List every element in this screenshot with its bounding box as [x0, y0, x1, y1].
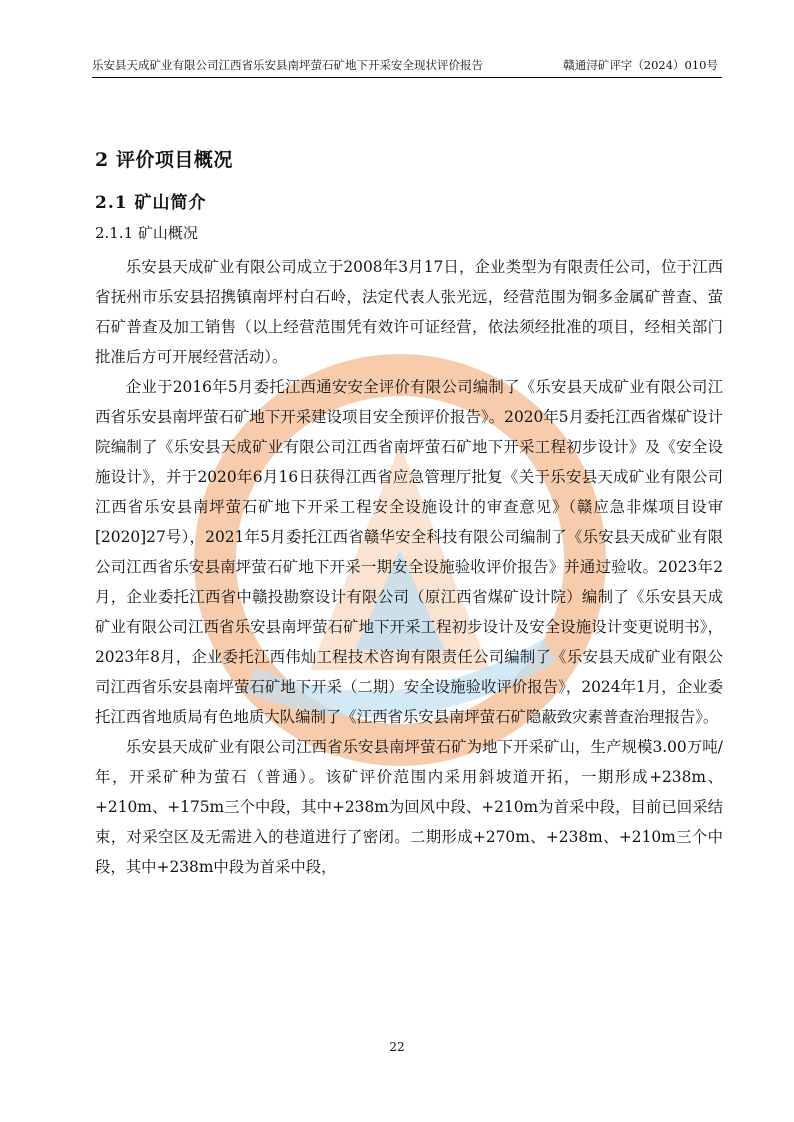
page-number: 22	[389, 1040, 405, 1054]
header-report-number: 赣通浔矿评字（2024）010号	[563, 58, 718, 72]
body-text	[95, 252, 723, 882]
paragraph-mining-overview: 乐安县天成矿业有限公司江西省乐安县南坪萤石矿为地下开采矿山，生产规模3.00万吨/年，开采矿种为萤石（普通）。该矿评价范围内采用斜坡道开拓，一期形成+238m、+210m、+175m三个中段，其中+238m为回风中段、+210m为首采中段，目前已回采结束，对采空区及无需进入的巷道进行了密闭。二期形成+270m、+238m、+210m三个中段，其中+238m中段为首采中段，	[95, 738, 723, 876]
paragraph-company-intro: 乐安县天成矿业有限公司成立于2008年3月17日，企业类型为有限责任公司，位于江西省抚州市乐安县招携镇南坪村白石岭，法定代表人张光远，经营范围为铜多金属矿普查、萤石矿普查及加工销售（以上经营范围凭有效许可证经营，依法须经批准的项目，经相关部门批准后方可开展经营活动）。	[95, 258, 723, 366]
subsection-heading: 2.1.1 矿山概况	[95, 224, 198, 242]
paragraph-history: 企业于2016年5月委托江西通安安全评价有限公司编制了《乐安县天成矿业有限公司江西省乐安县南坪萤石矿地下开采建设项目安全预评价报告》。2020年5月委托江西省煤矿设计院编制了《乐安县天成矿业有限公司江西省南坪萤石矿地下开采工程初步设计》及《安全设施设计》，并于2020年6月16日获得江西省应急管理厅批复《关于乐安县天成矿业有限公司江西省乐安县南坪萤石矿地下开采工程安全设施设计的审查意见》（赣应急非煤项目设审[2020]27号），2021年5月委托江西省赣华安全科技有限公司编制了《乐安县天成矿业有限公司江西省乐安县南坪萤石矿地下开采一期安全设施验收评价报告》并通过验收。2023年2月，企业委托江西省中赣投勘察设计有限公司（原江西省煤矿设计院）编制了《乐安县天成矿业有限公司江西省乐安县南坪萤石矿地下开采工程初步设计及安全设施设计变更说明书》，2023年8月，企业委托江西伟灿工程技术咨询有限责任公司编制了《乐安县天成矿业有限公司江西省乐安县南坪萤石矿地下开采（二期）安全设施验收评价报告》，2024年1月，企业委托江西省地质局有色地质大队编制了《江西省乐安县南坪萤石矿隐蔽致灾素普查治理报告》。	[95, 378, 723, 726]
header-report-title: 乐安县天成矿业有限公司江西省乐安县南坪萤石矿地下开采安全现状评价报告	[92, 58, 483, 72]
page-header	[92, 55, 722, 78]
section-heading: 2.1 矿山简介	[95, 193, 207, 213]
chapter-heading: 2 评价项目概况	[95, 149, 233, 171]
